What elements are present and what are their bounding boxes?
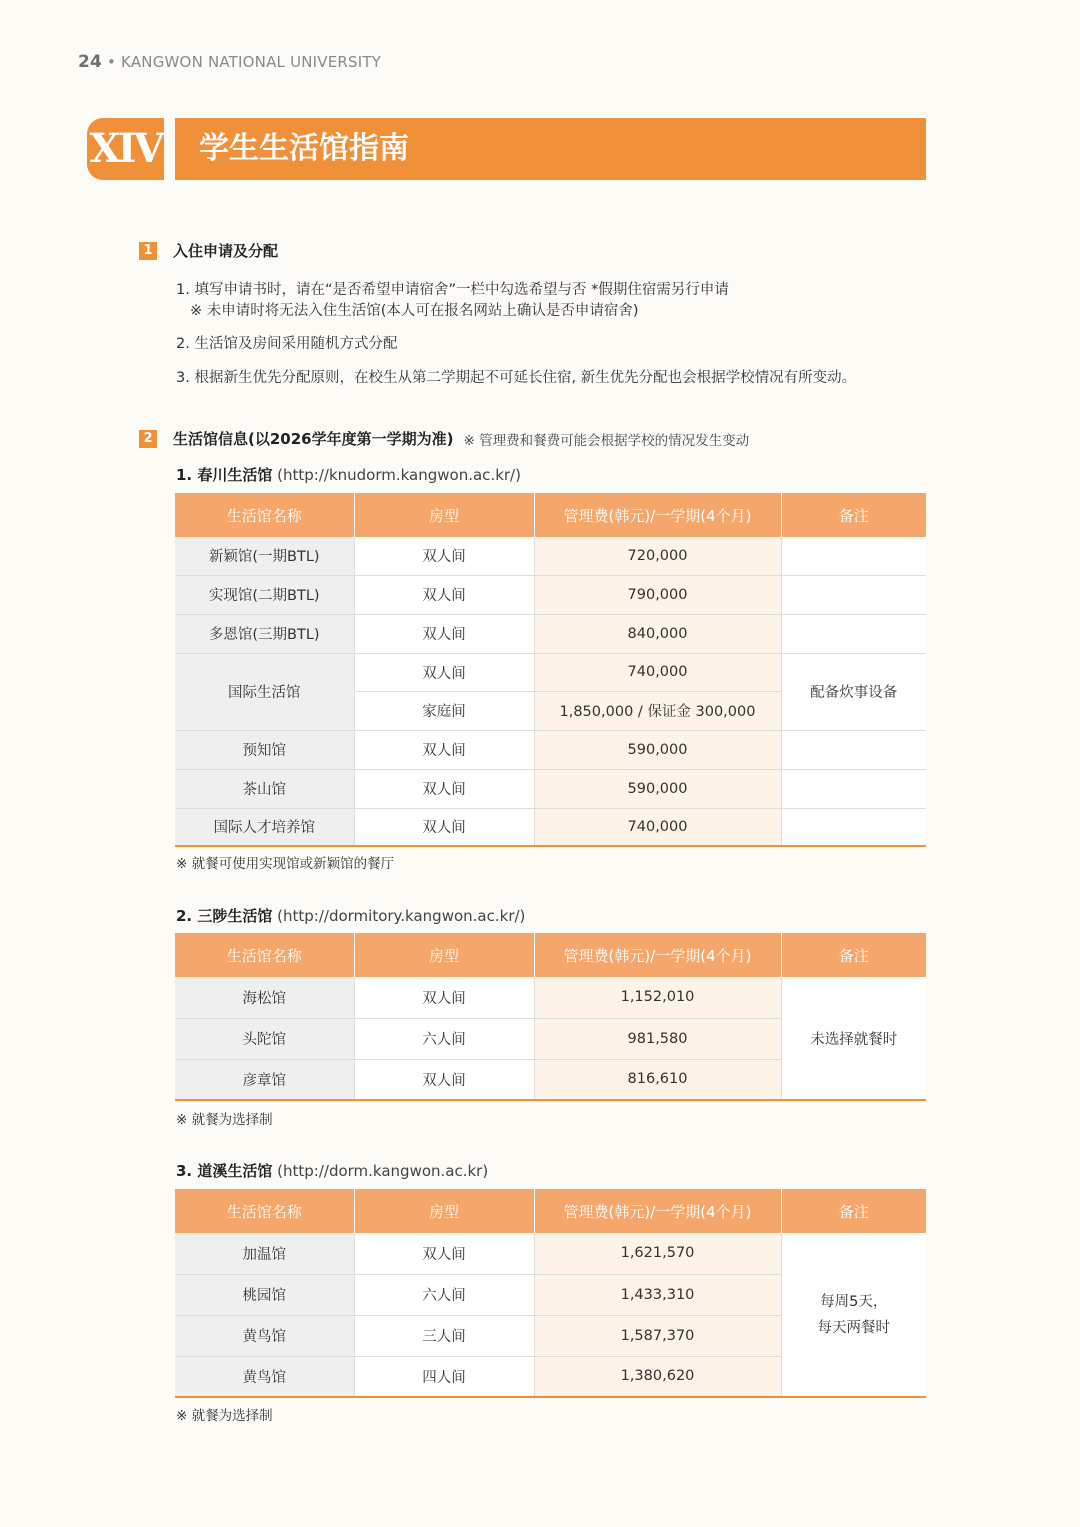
remark	[781, 614, 926, 653]
campus-3-url: (http://dorm.kangwon.ac.kr)	[277, 1162, 489, 1180]
room-type: 双人间	[354, 977, 534, 1018]
header-room-type: 房型	[354, 493, 534, 537]
header-room-type: 房型	[354, 933, 534, 977]
section-1-line-2: ※ 未申请时将无法入住生活馆(本人可在报名网站上确认是否申请宿舍)	[190, 303, 639, 319]
header-remark: 备注	[781, 933, 926, 977]
header-dorm-name: 生活馆名称	[175, 1189, 354, 1233]
page-number: 24	[78, 52, 103, 72]
university-name: KANGWON NATIONAL UNIVERSITY	[121, 53, 382, 71]
campus-3-title	[176, 1160, 488, 1181]
header-room-type: 房型	[354, 1189, 534, 1233]
table-row	[175, 537, 926, 575]
campus-2-note: ※ 就餐为选择制	[176, 1112, 273, 1128]
remark	[781, 1233, 926, 1397]
fee: 790,000	[534, 575, 781, 614]
room-type: 三人间	[354, 1315, 534, 1356]
remark	[781, 730, 926, 769]
room-type: 双人间	[354, 575, 534, 614]
campus-2-name: 2. 三陟生活馆	[176, 907, 273, 925]
campus-1-url: (http://knudorm.kangwon.ac.kr/)	[277, 466, 521, 484]
room-type: 双人间	[354, 808, 534, 846]
room-type: 双人间	[354, 1233, 534, 1274]
table-row	[175, 730, 926, 769]
header-dorm-name: 生活馆名称	[175, 933, 354, 977]
dorm-name: 实现馆(二期BTL)	[175, 575, 354, 614]
dorm-name: 预知馆	[175, 730, 354, 769]
section-1-line-3: 2. 生活馆及房间采用随机方式分配	[176, 336, 398, 352]
header-fee: 管理费(韩元)/一学期(4个月)	[534, 493, 781, 537]
dorm-name: 新颖馆(一期BTL)	[175, 537, 354, 575]
dorm-name: 茶山馆	[175, 769, 354, 808]
section-1-line-1: 1. 填写申请书时，请在“是否希望申请宿舍”一栏中勾选希望与否 *假期住宿需另行申请	[176, 282, 729, 298]
campus-3-note: ※ 就餐为选择制	[176, 1408, 273, 1424]
dorm-name: 桃园馆	[175, 1274, 354, 1315]
dorm-name: 多恩馆(三期BTL)	[175, 614, 354, 653]
campus-1-name: 1. 春川生活馆	[176, 466, 273, 484]
table-row	[175, 977, 926, 1018]
fee: 1,850,000 / 保证金 300,000	[534, 691, 781, 730]
fee: 590,000	[534, 769, 781, 808]
fee: 816,610	[534, 1059, 781, 1100]
dorm-name: 彦章馆	[175, 1059, 354, 1100]
table-row	[175, 769, 926, 808]
remark: 配备炊事设备	[781, 653, 926, 730]
remark-line-1: 每周5天，	[820, 1293, 888, 1310]
campus-1-table	[175, 493, 926, 847]
campus-2-table	[175, 933, 926, 1101]
header-fee: 管理费(韩元)/一学期(4个月)	[534, 1189, 781, 1233]
fee: 1,621,570	[534, 1233, 781, 1274]
room-type: 双人间	[354, 730, 534, 769]
remark-line-2: 每天两餐时	[817, 1319, 890, 1336]
fee: 1,433,310	[534, 1274, 781, 1315]
room-type: 双人间	[354, 653, 534, 691]
dorm-name: 国际人才培养馆	[175, 808, 354, 846]
campus-1-note: ※ 就餐可使用实现馆或新颖馆的餐厅	[176, 856, 395, 872]
chapter-numeral: XIV	[87, 118, 164, 180]
room-type: 双人间	[354, 769, 534, 808]
campus-2-title	[176, 905, 525, 926]
table-row	[175, 1233, 926, 1274]
table-row	[175, 575, 926, 614]
section-1-line-4: 3. 根据新生优先分配原则，在校生从第二学期起不可延长住宿, 新生优先分配也会根据学校情况有所变动。	[176, 370, 857, 386]
room-type: 六人间	[354, 1274, 534, 1315]
header-remark: 备注	[781, 493, 926, 537]
dorm-name: 黄鸟馆	[175, 1315, 354, 1356]
fee: 1,380,620	[534, 1356, 781, 1397]
room-type: 家庭间	[354, 691, 534, 730]
dorm-name: 国际生活馆	[175, 653, 354, 730]
campus-1-title	[176, 464, 521, 485]
fee: 740,000	[534, 653, 781, 691]
table-row	[175, 653, 926, 691]
room-type: 四人间	[354, 1356, 534, 1397]
room-type: 双人间	[354, 614, 534, 653]
section-2-number: 2	[139, 430, 157, 448]
section-1-number: 1	[139, 242, 157, 260]
section-2-title: 生活馆信息(以2026学年度第一学期为准)	[173, 430, 454, 448]
remark	[781, 808, 926, 846]
section-2-heading	[139, 428, 749, 449]
header-separator: •	[102, 53, 122, 71]
page-header	[78, 52, 381, 72]
table-row	[175, 808, 926, 846]
remark: 未选择就餐时	[781, 977, 926, 1100]
table-row	[175, 614, 926, 653]
fee: 981,580	[534, 1018, 781, 1059]
campus-3-table	[175, 1189, 926, 1398]
fee: 1,587,370	[534, 1315, 781, 1356]
room-type: 双人间	[354, 1059, 534, 1100]
dorm-name: 头陀馆	[175, 1018, 354, 1059]
remark	[781, 769, 926, 808]
fee: 740,000	[534, 808, 781, 846]
fee: 1,152,010	[534, 977, 781, 1018]
fee: 720,000	[534, 537, 781, 575]
fee: 840,000	[534, 614, 781, 653]
room-type: 六人间	[354, 1018, 534, 1059]
section-1-heading	[139, 240, 278, 261]
dorm-name: 黄鸟馆	[175, 1356, 354, 1397]
chapter-title: 学生生活馆指南	[175, 118, 926, 180]
fee: 590,000	[534, 730, 781, 769]
campus-2-url: (http://dormitory.kangwon.ac.kr/)	[277, 907, 526, 925]
remark	[781, 575, 926, 614]
campus-3-name: 3. 道溪生活馆	[176, 1162, 273, 1180]
remark	[781, 537, 926, 575]
dorm-name: 加温馆	[175, 1233, 354, 1274]
header-remark: 备注	[781, 1189, 926, 1233]
room-type: 双人间	[354, 537, 534, 575]
section-1-title: 入住申请及分配	[173, 242, 279, 260]
section-2-note: ※ 管理费和餐费可能会根据学校的情况发生变动	[463, 432, 750, 449]
dorm-name: 海松馆	[175, 977, 354, 1018]
header-dorm-name: 生活馆名称	[175, 493, 354, 537]
header-fee: 管理费(韩元)/一学期(4个月)	[534, 933, 781, 977]
